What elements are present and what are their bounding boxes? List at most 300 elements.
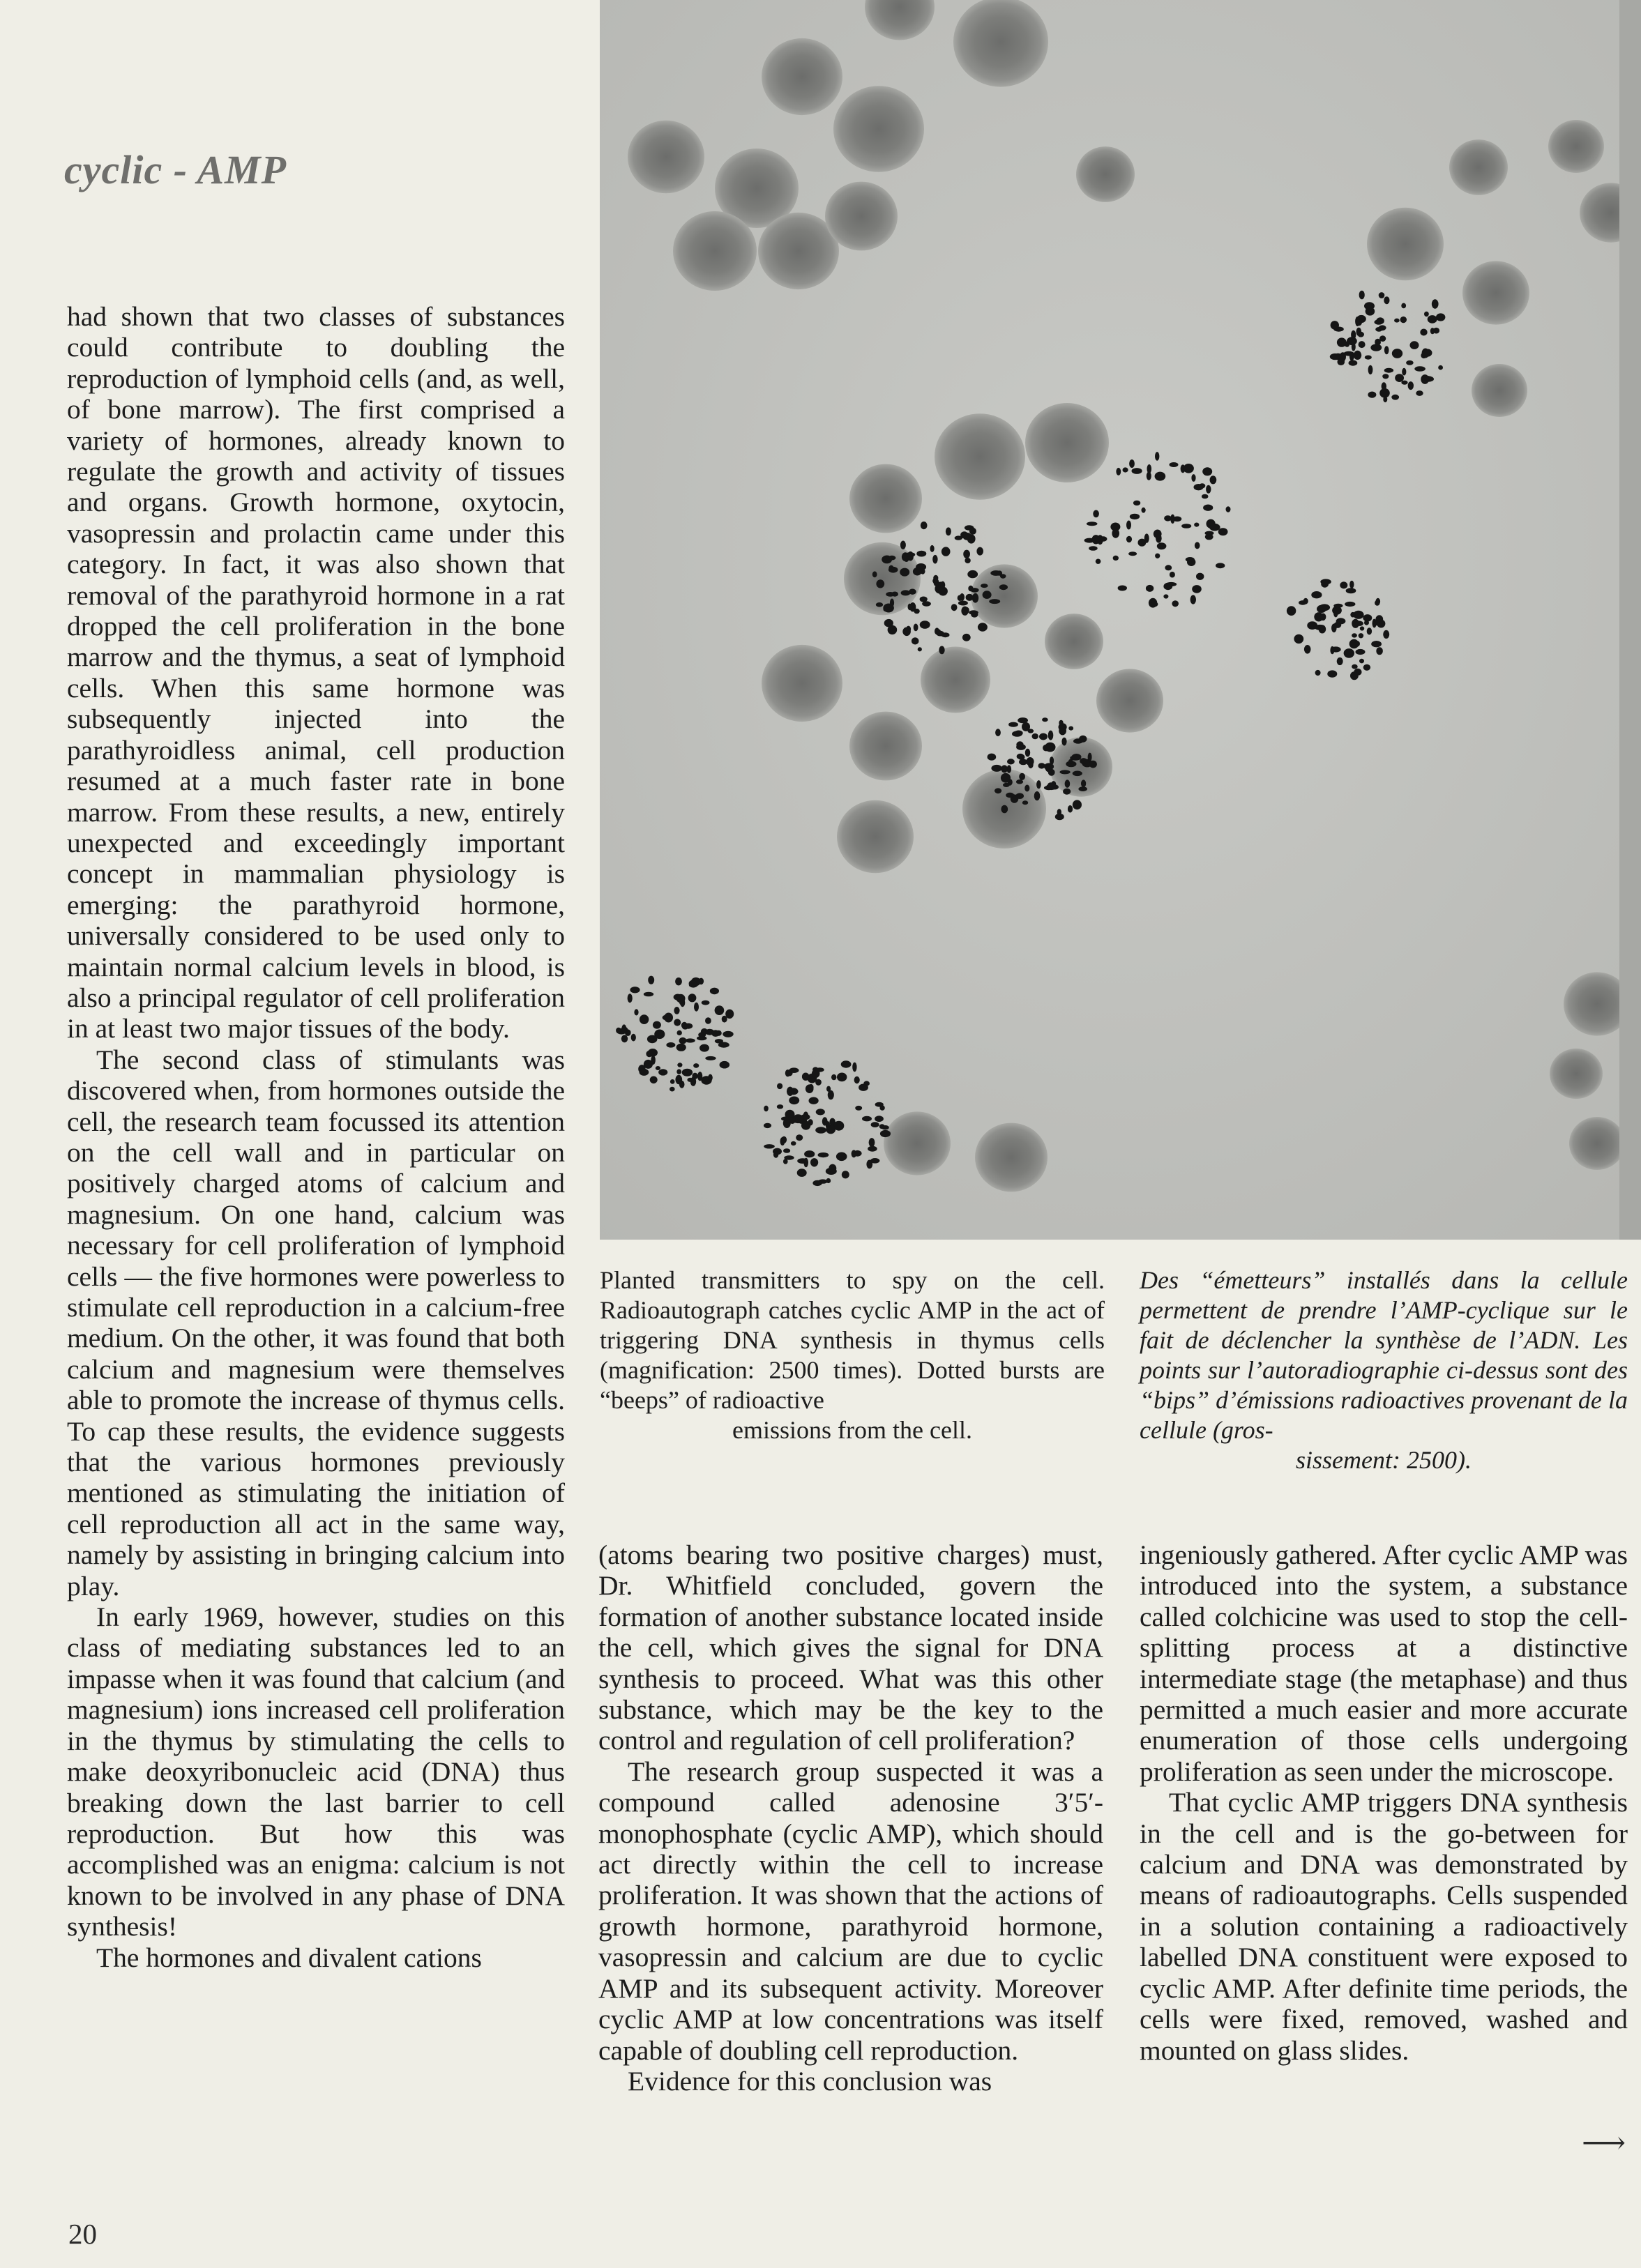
radioactive-dot <box>1373 621 1380 626</box>
radioactive-dot <box>1170 462 1179 467</box>
radioactive-dot <box>1337 337 1347 347</box>
radioactive-dot <box>1344 648 1354 658</box>
radioactive-dot <box>705 1017 711 1023</box>
radioactive-dot <box>802 1073 810 1081</box>
radioactive-dot <box>1333 604 1343 608</box>
radioactive-dot <box>670 1079 675 1084</box>
radioactive-dot <box>764 1123 771 1128</box>
radioactive-dot <box>1046 784 1057 790</box>
caption-text-last-line: emissions from the cell. <box>732 1416 972 1444</box>
radioactive-dot <box>1042 717 1048 722</box>
radioactive-dot <box>969 610 978 615</box>
radioactive-dot <box>808 1084 813 1090</box>
radioactive-dot <box>1196 573 1204 580</box>
paragraph: In early 1969, however, studies on this class of mediating substances led to an impasse when it was found that calcium (and magnesium) ions increased cell proliferation in the thymus by stimulating the cells to make deoxyribonucleic acid (DNA) thus breaking down the last barrier to cell reproduction. But how this was accomplished was an enigma: calcium is not known to be involved in any phase of DNA synthesis! <box>67 1601 565 1942</box>
radioactive-dot <box>1003 783 1010 787</box>
radioactive-dot <box>1383 630 1389 639</box>
radioactive-dot <box>962 634 971 641</box>
radioactive-dot <box>1379 292 1385 298</box>
radioactive-dot <box>1192 585 1202 593</box>
radioactive-dot <box>1132 468 1142 474</box>
radioactive-dot <box>718 1042 729 1048</box>
radioactive-dot <box>1304 645 1311 654</box>
radioactive-dot <box>914 624 918 632</box>
radioactive-dot <box>1363 614 1372 621</box>
radioactive-dot <box>940 581 945 589</box>
radioactive-dot <box>621 1035 628 1042</box>
radioactive-dot <box>796 1134 803 1141</box>
radioactive-dot <box>1190 595 1196 604</box>
radioactive-dot <box>1346 588 1356 593</box>
radioactive-dot <box>831 1166 835 1174</box>
radioactive-dot <box>816 1067 824 1072</box>
radioactive-dot <box>1352 633 1357 637</box>
radioactive-dot <box>1165 582 1177 586</box>
radioactive-dot <box>1155 554 1160 558</box>
radioactive-dot <box>1026 757 1034 766</box>
radioactive-dot <box>852 1150 856 1157</box>
radioactive-dot <box>638 1065 645 1073</box>
radioactive-dot <box>1315 670 1321 676</box>
radioactive-dot <box>1087 522 1098 526</box>
radioactive-dot <box>1065 779 1071 787</box>
radioactive-dot <box>708 1074 713 1081</box>
cell-body <box>762 645 842 722</box>
page-number: 20 <box>68 2218 97 2250</box>
radioactive-dot <box>658 1069 667 1075</box>
radioactive-dot <box>803 1158 808 1167</box>
radioactive-dot <box>951 604 958 611</box>
caption-text-last-line: sissement: 2500). <box>1296 1446 1472 1474</box>
radioactive-dot <box>797 1169 807 1177</box>
paragraph: ingeniously gathered. After cyclic AMP was introduced into the system, a substance called colchicine was used to stop the cell-splitting process at a distinctive intermediate stage (the metaphase) and thus permitted a much easier and more accurate enumeration of those cells undergoing proliferation as seen under the microscope. <box>1140 1539 1628 1787</box>
radioactive-dot <box>1081 779 1086 787</box>
radioactive-dot <box>1330 353 1340 360</box>
radioactive-dot <box>1039 733 1048 740</box>
radioactive-dot <box>1226 506 1231 512</box>
radioactive-dot <box>862 1116 872 1122</box>
radioactive-dot <box>1000 574 1006 578</box>
radioactive-dot <box>958 601 968 606</box>
radioactive-dot <box>651 1056 656 1065</box>
radioactive-dot <box>976 547 983 556</box>
radioactive-dot <box>1375 600 1379 606</box>
radioactive-dot <box>1402 368 1406 376</box>
radioactive-dot <box>859 1084 868 1091</box>
radioactive-dot <box>868 1146 877 1152</box>
radioactive-dot <box>967 570 978 578</box>
radioactive-dot <box>1303 598 1308 604</box>
radioactive-dot <box>631 1034 636 1042</box>
radioactive-dot <box>988 754 997 761</box>
radioactive-dot <box>1128 551 1137 556</box>
cell-body <box>673 211 757 291</box>
radioactive-dot <box>876 579 884 588</box>
radioactive-dot <box>1206 485 1211 494</box>
radioactive-dot <box>1116 468 1121 475</box>
cell-body <box>1449 139 1508 195</box>
radioactive-dot <box>866 1160 872 1169</box>
radioactive-dot <box>1016 744 1026 750</box>
radioactive-dot <box>1340 581 1347 588</box>
radioactive-dot <box>1365 355 1372 359</box>
radioactive-dot <box>872 571 877 577</box>
radioactive-dot <box>955 535 962 540</box>
radioactive-dot <box>1032 733 1038 739</box>
radioactive-dot <box>1006 793 1014 798</box>
cell-body <box>1076 146 1135 202</box>
radioactive-dot <box>842 1171 849 1178</box>
radioactive-dot <box>1401 381 1407 385</box>
radioactive-dot <box>1022 722 1030 731</box>
radioactive-dot <box>666 1042 675 1048</box>
radioactive-dot <box>1194 484 1204 490</box>
radioactive-dot <box>1079 736 1087 743</box>
radioactive-dot <box>1181 524 1191 528</box>
radioactive-dot <box>875 1102 884 1107</box>
radioactive-dot <box>1073 771 1082 777</box>
radioactive-dot <box>682 1069 693 1076</box>
radioactive-dot <box>1072 754 1082 760</box>
radioactive-dot <box>1336 618 1346 624</box>
radioactive-dot <box>1287 606 1296 616</box>
radioactive-dot <box>1355 621 1363 626</box>
radioactive-dot <box>902 627 911 637</box>
radioactive-dot <box>1366 307 1375 315</box>
radioactive-dot <box>1350 612 1355 618</box>
radioautograph-photo <box>600 0 1641 1240</box>
radioactive-dot <box>963 550 970 558</box>
radioactive-dot <box>1433 328 1439 334</box>
radioactive-dot <box>777 1083 782 1090</box>
radioactive-dot <box>1319 625 1326 633</box>
radioactive-dot <box>685 1038 695 1042</box>
radioactive-dot <box>1382 374 1389 379</box>
radioactive-dot <box>918 647 922 651</box>
radioactive-dot <box>677 1063 682 1067</box>
cell-body <box>833 86 924 172</box>
radioactive-dot <box>1359 659 1364 664</box>
radioactive-dot <box>1210 475 1217 484</box>
radioactive-dot <box>787 1087 794 1096</box>
radioactive-dot <box>1063 789 1071 795</box>
radioactive-dot <box>968 586 973 592</box>
radioactive-dot <box>932 555 937 564</box>
radioactive-dot <box>1151 602 1158 607</box>
radioactive-dot <box>1349 360 1358 366</box>
radioactive-dot <box>916 563 926 570</box>
radioactive-dot <box>1358 332 1364 337</box>
radioactive-dot <box>1420 329 1427 336</box>
radioactive-dot <box>634 1009 638 1015</box>
radioactive-dot <box>722 1016 727 1023</box>
radioactive-dot <box>1170 572 1175 578</box>
radioactive-dot <box>803 1111 809 1120</box>
radioactive-dot <box>854 1076 860 1083</box>
radioactive-dot <box>1344 351 1354 356</box>
radioactive-dot <box>921 522 928 529</box>
radioactive-dot <box>1118 586 1127 591</box>
radioactive-dot <box>1368 365 1373 374</box>
radioactive-dot <box>1382 382 1386 390</box>
radioactive-dot <box>886 592 895 597</box>
radioactive-dot <box>841 1060 852 1067</box>
radioactive-dot <box>1356 649 1366 655</box>
radioactive-dot <box>900 568 909 577</box>
radioactive-dot <box>1331 646 1340 652</box>
radioactive-dot <box>693 1063 699 1068</box>
radioactive-dot <box>1322 580 1326 586</box>
cell-body <box>1025 403 1109 482</box>
cell-body <box>975 1123 1048 1192</box>
radioactive-dot <box>1384 296 1389 304</box>
radioactive-dot <box>1359 633 1363 638</box>
caption-text: Des “émetteurs” installés dans la cellule permettent de prendre l’AMP-cyclique sur le fait de déclencher la synthèse de l’ADN. Les points sur l’autoradiographie ci-dessus sont des “bips” d’émissions radioactives provenant de la cellule (gros- <box>1140 1266 1628 1444</box>
radioactive-dot <box>1216 563 1225 568</box>
radioactive-dot <box>1406 360 1414 365</box>
radioactive-dot <box>1059 726 1066 735</box>
radioactive-dot <box>880 1130 891 1137</box>
radioactive-dot <box>1360 626 1364 630</box>
radioactive-dot <box>1126 536 1132 542</box>
paragraph: The second class of stimulants was discovered when, from hormones outside the cell, the research team focussed its attention on the cell wall and in particular on positively charged atoms of calcium and magnesium. On one hand, calcium was necessary for cell proliferation of lymphoid cells — the five hormones were powerless to stimulate cell reproduction in a calcium-free medium. On the other, it was found that both calcium and magnesium were themselves able to promote the increase of thymus cells. To cap these results, the evidence suggests that the various hormones previously mentioned as stimulating the initiation of cell reproduction all act in the same way, namely by assisting in bringing calcium into play. <box>67 1044 565 1601</box>
cell-body <box>953 0 1048 87</box>
radioactive-dot <box>1015 731 1023 736</box>
radioactive-dot <box>826 1121 830 1129</box>
radioactive-dot <box>644 992 653 997</box>
radioactive-dot <box>882 556 892 564</box>
text-column-1 <box>67 301 565 1973</box>
radioactive-dot <box>1089 761 1097 768</box>
radioactive-dot <box>1048 731 1054 740</box>
radioactive-dot <box>1155 472 1166 481</box>
radioactive-dot <box>1421 374 1429 384</box>
radioactive-dot <box>1034 791 1041 800</box>
cell-body <box>849 464 922 533</box>
radioactive-dot <box>648 1049 658 1057</box>
radioactive-dot <box>912 637 919 644</box>
radioactive-dot <box>1036 780 1041 789</box>
radioactive-dot <box>960 593 965 601</box>
radioactive-dot <box>1202 494 1209 499</box>
radioactive-dot <box>837 1073 847 1082</box>
radioactive-dot <box>965 558 970 563</box>
radioactive-dot <box>1093 510 1099 518</box>
radioactive-dot <box>1331 321 1339 330</box>
radioactive-dot <box>1414 366 1426 372</box>
radioactive-dot <box>978 623 988 631</box>
radioactive-dot <box>1205 531 1214 535</box>
radioactive-dot <box>698 1032 706 1037</box>
radioactive-dot <box>1359 291 1365 300</box>
radioactive-dot <box>1391 395 1399 400</box>
radioactive-dot <box>1022 800 1028 805</box>
radioactive-dot <box>1375 319 1384 324</box>
radioactive-dot <box>1059 720 1063 726</box>
radioactive-dot <box>826 1178 831 1183</box>
radioactive-dot <box>1436 313 1445 321</box>
radioactive-dot <box>1191 474 1195 482</box>
radioactive-dot <box>818 1152 829 1157</box>
text-column-2 <box>598 1539 1103 2096</box>
radioactive-dot <box>1202 467 1212 475</box>
radioactive-dot <box>1203 505 1213 511</box>
radioactive-dot <box>1015 793 1024 799</box>
cell-body <box>971 564 1038 627</box>
radioactive-dot <box>1327 670 1337 677</box>
radioactive-dot <box>882 1125 889 1129</box>
radioactive-dot <box>783 1148 790 1153</box>
radioactive-dot <box>1130 514 1140 519</box>
radioactive-dot <box>876 602 883 607</box>
radioactive-dot <box>983 591 992 599</box>
radioactive-dot <box>1424 312 1429 317</box>
radioactive-dot <box>1376 647 1383 655</box>
radioactive-dot <box>710 988 719 995</box>
cell-body <box>849 712 922 781</box>
radioactive-dot <box>697 1072 702 1081</box>
radioactive-dot <box>1001 805 1008 814</box>
radioactive-dot <box>689 980 697 987</box>
caption-french <box>1140 1265 1628 1475</box>
radioactive-dot <box>705 1056 716 1060</box>
radioactive-dot <box>1401 303 1406 309</box>
radioactive-dot <box>995 788 1001 793</box>
radioactive-dot <box>815 1127 826 1133</box>
radioactive-dot <box>930 545 935 552</box>
radioactive-dot <box>1218 528 1228 535</box>
radioactive-dot <box>679 1037 687 1044</box>
radioactive-dot <box>1184 464 1194 473</box>
radioactive-dot <box>831 1074 836 1080</box>
radioactive-dot <box>1375 327 1382 332</box>
radioactive-dot <box>1001 773 1011 783</box>
radioactive-dot <box>789 1097 799 1105</box>
radioactive-dot <box>1068 726 1073 731</box>
radioactive-dot <box>1089 546 1098 551</box>
radioactive-dot <box>764 1106 769 1112</box>
radioactive-dot <box>1428 315 1437 324</box>
radioactive-dot <box>789 1117 796 1124</box>
radioactive-dot <box>791 1141 796 1146</box>
radioactive-dot <box>981 584 988 588</box>
radioactive-dot <box>1384 346 1389 354</box>
radioactive-dot <box>920 597 928 602</box>
radioactive-dot <box>675 977 682 985</box>
radioactive-dot <box>702 1000 710 1005</box>
radioactive-dot <box>884 607 893 612</box>
radioactive-dot <box>1209 524 1220 531</box>
paragraph: That cyclic AMP triggers DNA synthesis in the cell and is the go-between for calcium and DNA was demonstrated by means of radioautographs. Cells suspended in a solution containing a radioactively labelled DNA constituent were exposed to cyclic AMP. After definite time periods, the cells were fixed, removed, washed and mounted on glass slides. <box>1140 1787 1628 2066</box>
radioactive-dot <box>1068 805 1073 813</box>
radioactive-dot <box>1368 392 1376 398</box>
radioactive-dot <box>1080 758 1087 764</box>
radioactive-dot <box>1345 602 1355 607</box>
paragraph: Evidence for this conclusion was <box>628 2065 992 2096</box>
radioactive-dot <box>1016 779 1023 784</box>
radioactive-dot <box>1142 508 1146 513</box>
radioactive-dot <box>1007 759 1015 764</box>
radioactive-dot <box>1088 753 1092 762</box>
radioactive-dot <box>995 729 1001 736</box>
radioactive-dot <box>888 567 898 573</box>
radioactive-dot <box>676 1069 681 1074</box>
radioactive-dot <box>1133 501 1140 505</box>
radioactive-dot <box>1061 738 1066 746</box>
radioactive-dot <box>1157 542 1167 549</box>
radioactive-dot <box>1355 317 1360 326</box>
radioactive-dot <box>815 1079 822 1086</box>
continued-arrow-icon: ⟶ <box>1582 2126 1626 2160</box>
radioactive-dot <box>890 599 894 607</box>
radioactive-dot <box>1319 604 1330 611</box>
radioactive-dot <box>1123 467 1128 472</box>
radioactive-dot <box>616 1028 621 1033</box>
radioactive-dot <box>664 1013 673 1023</box>
radioactive-dot <box>1410 341 1419 349</box>
radioactive-dot <box>1370 344 1382 351</box>
cell-body <box>1548 120 1604 173</box>
radioactive-dot <box>688 994 697 1002</box>
radioactive-dot <box>777 1104 783 1109</box>
article-heading: cyclic - AMP <box>64 147 287 192</box>
paragraph: The hormones and divalent cations <box>96 1942 482 1973</box>
radioactive-dot <box>937 630 942 634</box>
radioactive-dot <box>1092 535 1101 544</box>
radioactive-dot <box>1349 581 1354 588</box>
radioactive-dot <box>781 1117 789 1121</box>
radioactive-dot <box>1155 452 1159 461</box>
radioactive-dot <box>1194 523 1199 527</box>
cell-body <box>837 800 914 874</box>
radioactive-dot <box>1416 390 1423 396</box>
paragraph: (atoms bearing two positive charges) must, Dr. Whitfield concluded, govern the formation of another substance located inside the cell, which gives the signal for DNA synthesis to proceed. What was this other substance, which may be the key to the control and regulation of cell proliferation? <box>598 1539 1103 1756</box>
radioactive-dot <box>963 533 972 540</box>
radioactive-dot <box>674 1007 679 1014</box>
radioactive-dot <box>1333 608 1338 617</box>
radioactive-dot <box>723 1031 733 1037</box>
cell-body <box>921 647 990 713</box>
radioactive-dot <box>989 599 1000 604</box>
radioactive-dot <box>715 1005 725 1015</box>
radioactive-dot <box>1050 756 1054 765</box>
radioactive-dot <box>785 1070 790 1076</box>
radioactive-dot <box>1354 351 1361 360</box>
radioactive-dot <box>1170 515 1174 524</box>
radioactive-dot <box>1320 614 1326 621</box>
radioactive-dot <box>1408 381 1414 390</box>
radioactive-dot <box>1008 722 1018 727</box>
radioactive-dot <box>1045 743 1055 752</box>
radioactive-dot <box>1395 349 1400 353</box>
radioactive-dot <box>1367 627 1372 634</box>
radioactive-dot <box>852 1063 856 1072</box>
cell-body <box>1045 614 1103 669</box>
cell-body <box>1472 364 1527 417</box>
radioactive-dot <box>1146 585 1154 592</box>
radioactive-dot <box>1126 521 1131 530</box>
radioactive-dot <box>656 1066 660 1070</box>
radioactive-dot <box>692 1073 697 1079</box>
radioactive-dot <box>1068 759 1073 764</box>
radioactive-dot <box>991 765 1002 772</box>
radioactive-dot <box>875 1116 884 1122</box>
radioactive-dot <box>1163 594 1168 598</box>
radioactive-dot <box>628 994 633 1003</box>
radioactive-dot <box>1073 800 1082 809</box>
radioactive-dot <box>914 609 919 614</box>
radioactive-dot <box>647 1035 658 1044</box>
